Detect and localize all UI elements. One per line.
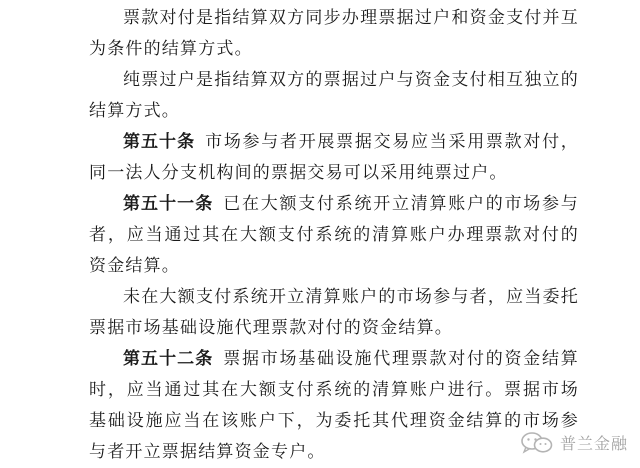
article-52 [89,344,579,468]
paragraph-text: 已在大额支付系统开立清算账户的市场参与者，应当通过其在大额支付系统的清算账户办理票款对付的资金结算。 [89,194,579,276]
article-50 [89,127,579,189]
paragraph-dvp-definition [89,3,579,65]
wechat-icon [520,432,554,454]
paragraph-text: 纯票过户是指结算双方的票据过户与资金支付相互独立的结算方式。 [89,70,579,121]
paragraph-text: 未在大额支付系统开立清算账户的市场参与者，应当委托票据市场基础设施代理票款对付的资金结算。 [89,287,579,338]
article-number: 第五十一条 [123,194,214,214]
paragraph-text: 票据市场基础设施代理票款对付的资金结算时，应当通过其在大额支付系统的清算账户进行。票据市场基础设施应当在该账户下，为委托其代理资金结算的市场参与者开立票据结算资金专户。 [89,349,579,462]
paragraph-text: 票款对付是指结算双方同步办理票据过户和资金支付并互为条件的结算方式。 [89,8,579,59]
article-51 [89,189,579,282]
article-number: 第五十条 [123,132,196,152]
watermark-text: 普兰金融 [559,434,628,453]
paragraph-entrusted-settlement [89,282,579,344]
paragraph-text: 市场参与者开展票据交易应当采用票款对付，同一法人分支机构间的票据交易可以采用纯票过户。 [89,132,580,183]
article-number: 第五十二条 [123,349,214,369]
paragraph-fop-definition [89,65,579,127]
watermark [520,431,628,454]
